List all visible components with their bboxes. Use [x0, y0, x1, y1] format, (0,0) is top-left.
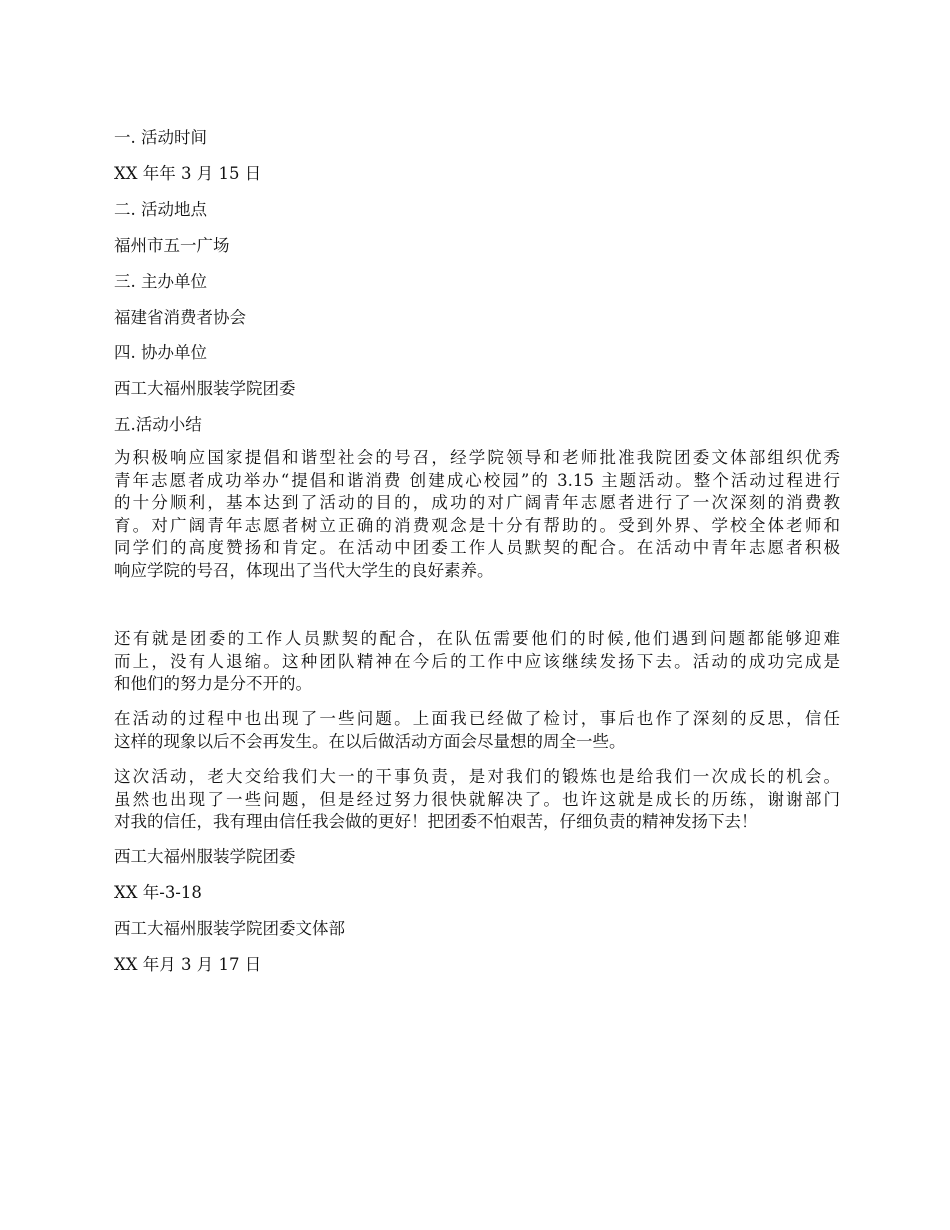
section-heading-time: 一. 活动时间	[114, 128, 207, 147]
problems-line: 这样的现象以后不会再发生。在以后做活动方面会尽量想的周全一些。	[114, 731, 626, 751]
summary-line: 青年志愿者成功举办“提倡和谐消费 创建成心校园”的 3.15 主题活动。整个活动过程进行	[114, 470, 840, 490]
summary-line: 响应学院的号召，体现出了当代大学生的良好素养。	[114, 560, 494, 580]
section-heading-organizer: 三. 主办单位	[114, 272, 207, 291]
section-heading-location: 二. 活动地点	[114, 200, 207, 219]
section-content-co-organizer: 西工大福州服装学院团委	[114, 379, 296, 398]
summary-paragraph	[114, 447, 840, 582]
section-content-organizer: 福建省消费者协会	[114, 308, 246, 327]
reflection-line: 对我的信任，我有理由信任我会做的更好！把团委不怕艰苦，仔细负责的精神发扬下去！	[114, 812, 758, 831]
teamwork-line: 和他们的努力是分不开的。	[114, 674, 312, 693]
summary-line: 同学们的高度赞扬和肯定。在活动中团委工作人员默契的配合。在活动中青年志愿者积极	[114, 538, 840, 557]
summary-line: 为积极响应国家提倡和谐型社会的号召，经学院领导和老师批准我院团委文体部组织优秀	[114, 448, 840, 467]
section-content-location: 福州市五一广场	[114, 236, 230, 255]
footer-org: 西工大福州服装学院团委文体部	[114, 919, 345, 938]
problems-paragraph	[114, 708, 840, 753]
reflection-paragraph	[114, 766, 840, 834]
section-heading-co-organizer: 四. 协办单位	[114, 343, 207, 362]
teamwork-paragraph	[114, 628, 840, 696]
footer-date: XX 年月 3 月 17 日	[114, 955, 262, 974]
summary-line: 的十分顺利，基本达到了活动的目的，成功的对广阔青年志愿者进行了一次深刻的消费教	[114, 493, 840, 512]
signature-org: 西工大福州服装学院团委	[114, 847, 296, 866]
signature-date: XX 年-3-18	[114, 883, 202, 902]
problems-line: 在活动的过程中也出现了一些问题。上面我已经做了检讨，事后也作了深刻的反思，信任	[114, 709, 840, 728]
summary-line: 育。对广阔青年志愿者树立正确的消费观念是十分有帮助的。受到外界、学校全体老师和	[114, 515, 840, 535]
reflection-line: 虽然也出现了一些问题，但是经过努力很快就解决了。也许这就是成长的历练，谢谢部门	[114, 789, 840, 809]
teamwork-line: 而上，没有人退缩。这种团队精神在今后的工作中应该继续发扬下去。活动的成功完成是	[114, 651, 840, 671]
teamwork-line: 还有就是团委的工作人员默契的配合，在队伍需要他们的时候,他们遇到问题都能够迎难	[114, 629, 840, 648]
section-content-time: XX 年年 3 月 15 日	[114, 164, 262, 183]
summary-heading: 五.活动小结	[114, 415, 202, 434]
reflection-line: 这次活动，老大交给我们大一的干事负责，是对我们的锻炼也是给我们一次成长的机会。	[114, 767, 840, 786]
